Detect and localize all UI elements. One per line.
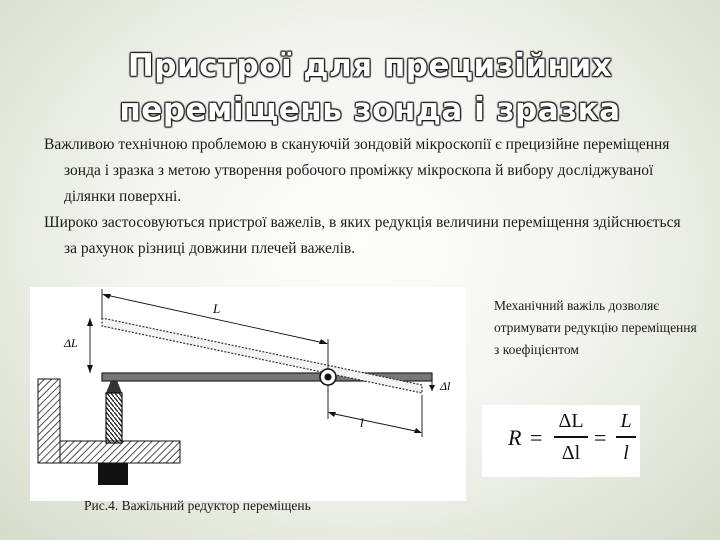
formula-fraction-1 — [554, 409, 588, 465]
fraction-2-denominator: l — [623, 441, 629, 464]
body-text — [44, 132, 694, 262]
fraction-1-numerator: ΔL — [558, 410, 584, 432]
micrometer-screw — [98, 373, 128, 485]
lever-figure — [30, 287, 466, 501]
fraction-2-numerator: L — [620, 410, 632, 432]
body-paragraph-2: Широко застосовуються пристрої важелів, в яких редукція величини переміщення здійснюється за рахунок різниці довжини плечей важелів. — [44, 214, 681, 257]
dimension-l — [328, 385, 422, 437]
dimension-deltaL — [87, 318, 93, 373]
label-deltal: Δl — [440, 379, 451, 393]
slide-title — [90, 44, 650, 132]
formula-equals-2: = — [594, 425, 607, 450]
formula-fraction-2 — [616, 409, 636, 465]
lever-diagram — [30, 287, 466, 501]
reduction-formula — [482, 405, 640, 477]
label-l: l — [360, 415, 364, 430]
formula-R: R — [508, 425, 522, 450]
title-line-1: Пристрої для прецизійних — [127, 48, 613, 84]
fraction-1-bar — [554, 436, 588, 438]
fraction-2-bar — [616, 436, 636, 438]
fraction-1-denominator: Δl — [561, 441, 581, 464]
formula-equals-1: = — [530, 425, 543, 450]
figure-caption: Рис.4. Важільний редуктор переміщень — [84, 498, 311, 513]
title-line-2: переміщень зонда і зразка — [119, 92, 621, 128]
body-paragraph-1: Важливою технічною проблемою в скануючій зондовій мікроскопії є прецизійне переміщення зонда і зразка з метою утворення робочого проміжку мікроскопа й вибору досліджуваної ділянки поверхні. — [44, 136, 670, 205]
label-L: L — [213, 301, 221, 316]
pivot-icon — [320, 369, 336, 385]
side-description: Механічний важіль дозволяє отримувати редукцію переміщення з коефіцієнтом — [494, 298, 697, 357]
label-deltaL: ΔL — [64, 336, 78, 350]
